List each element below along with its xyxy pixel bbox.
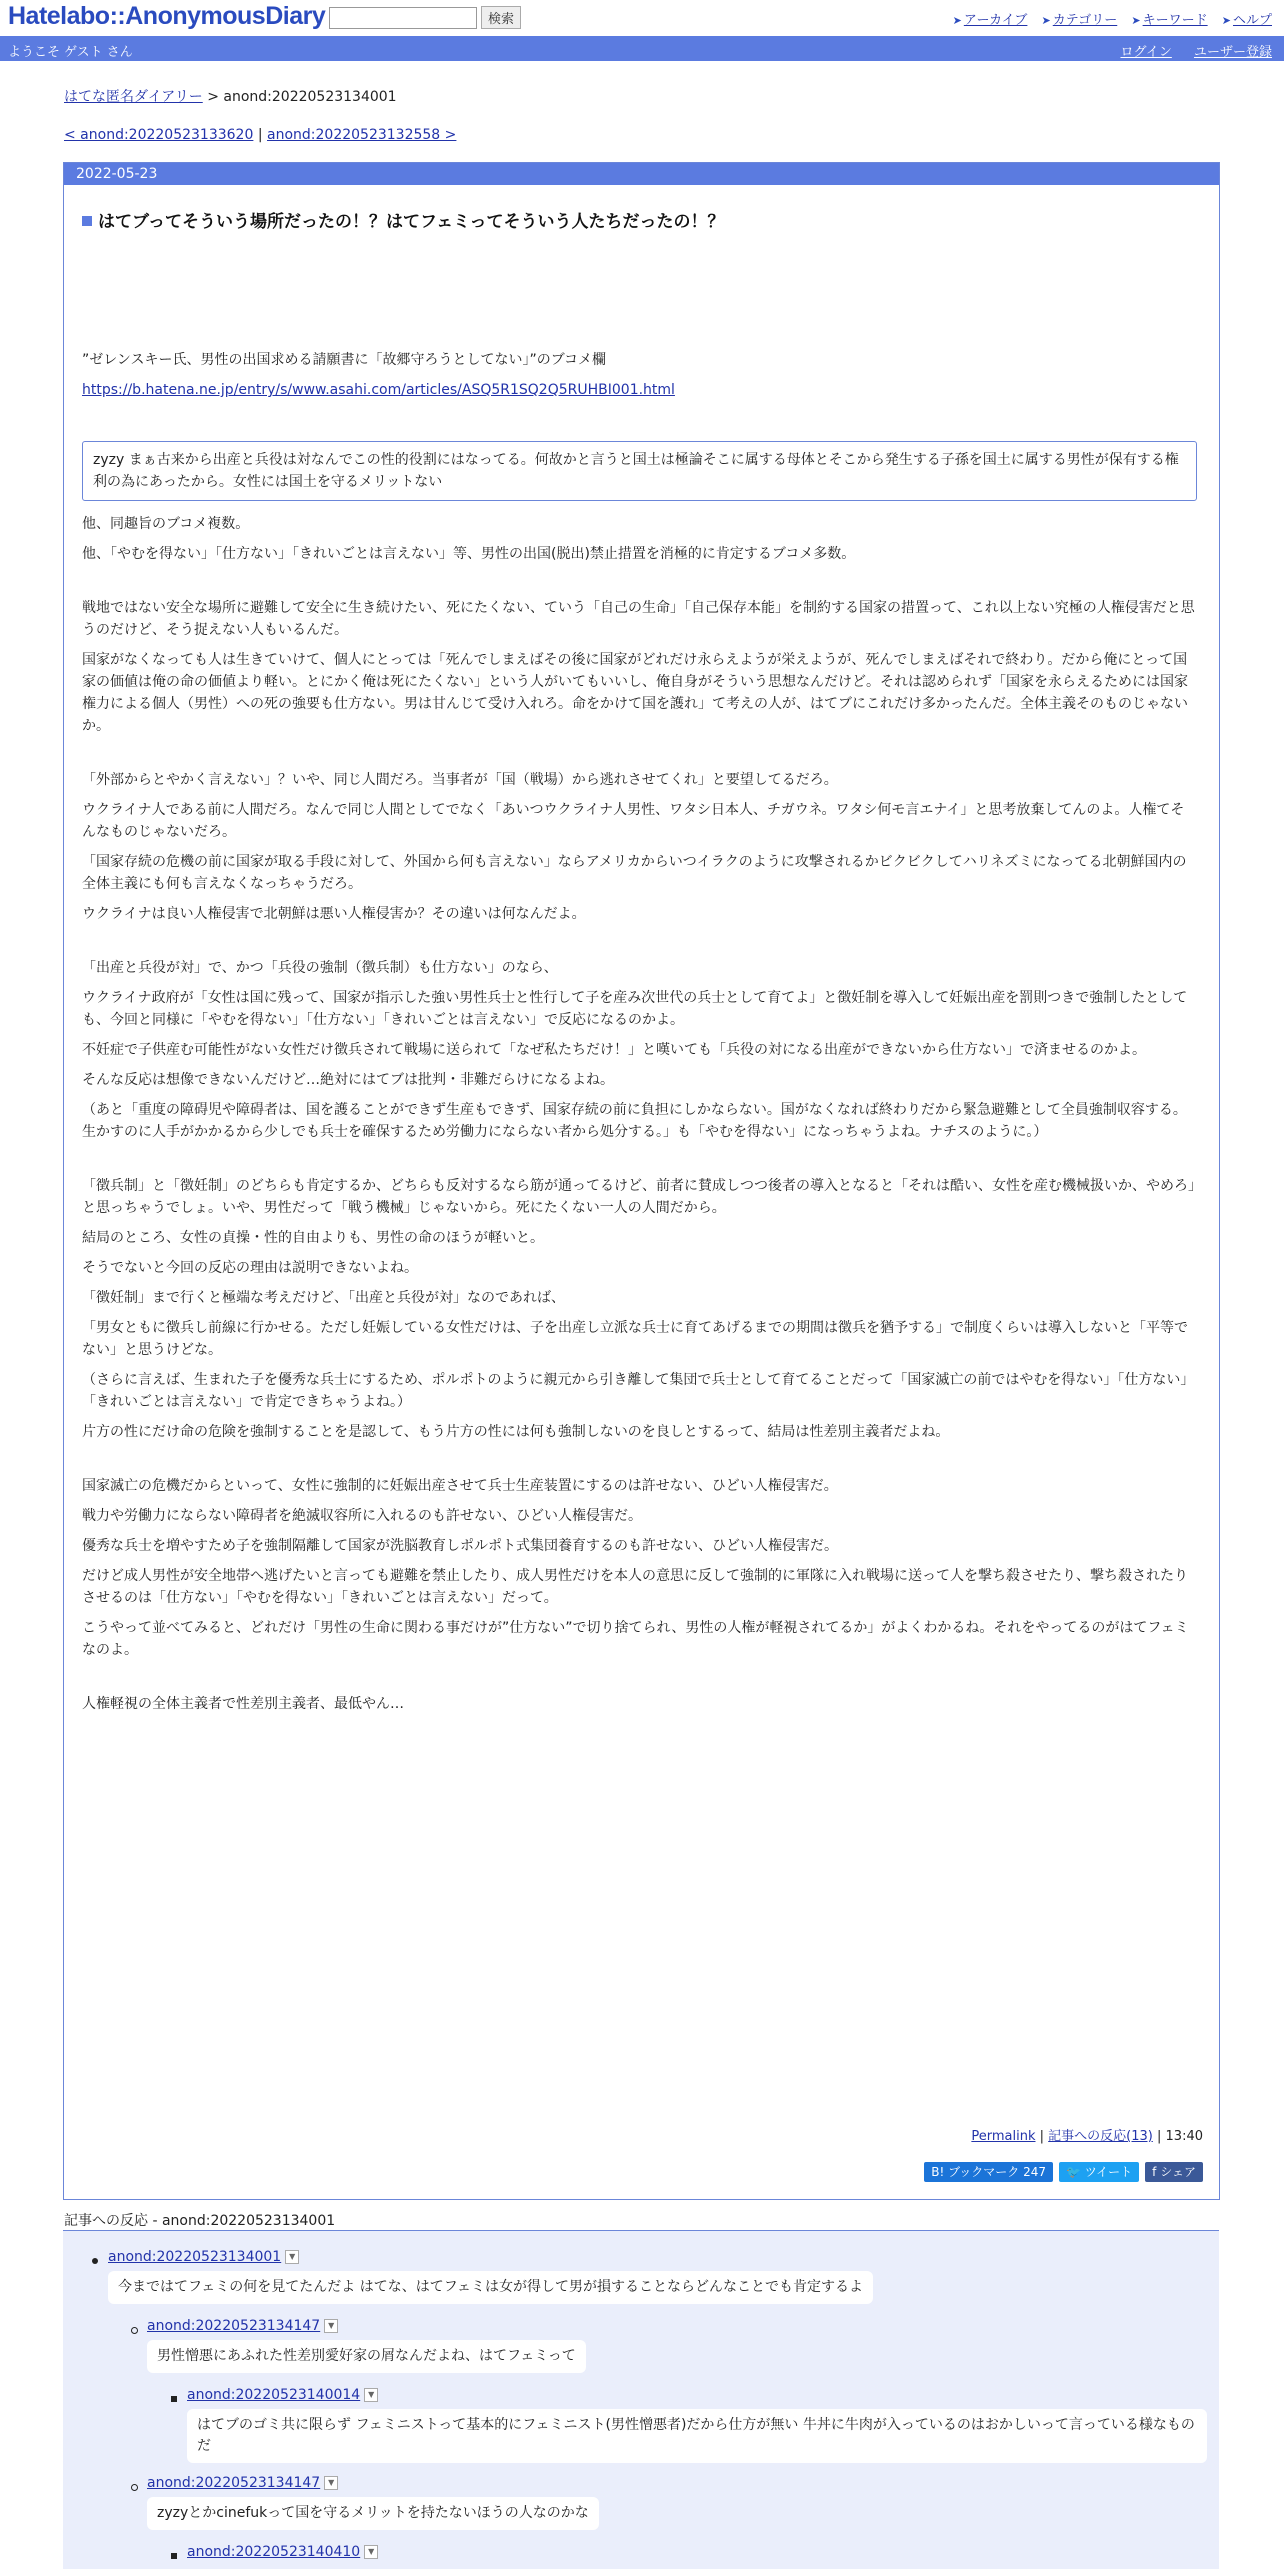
entry-source-link[interactable]: https://b.hatena.ne.jp/entry/s/www.asahi.com/articles/ASQ5R1SQ2Q5RUHBI001.html bbox=[82, 382, 675, 398]
reaction-node bbox=[187, 2387, 378, 2403]
reaction-node bbox=[147, 2475, 338, 2491]
chevron-down-icon[interactable]: ▼ bbox=[364, 2545, 378, 2559]
paragraph: 「徴兵制」と「徴妊制」のどちらも肯定するか、どちらも反対するなら筋が通ってるけど、前者に賛成しつつ後者の導入となると「それは酷い、女性を産む機械扱いか、やめろ」と思っちゃうでしょ。いや、男性だって「戦う機械」じゃないから。死にたくない一人の人間だから。 bbox=[82, 1178, 1195, 1216]
arrow-icon: ➤ bbox=[1221, 14, 1231, 27]
pager-sep: | bbox=[257, 127, 263, 143]
entry-title bbox=[82, 207, 724, 232]
permalink[interactable]: Permalink bbox=[971, 2129, 1036, 2144]
reaction-excerpt: はてブのゴミ共に限らず フェミニストって基本的にフェミニスト(男性憎悪者)だから仕方が無い 牛丼に牛肉が入っているのはおかしいって言っている様なものだ bbox=[187, 2409, 1207, 2463]
hatena-bookmark-button[interactable] bbox=[924, 2162, 1053, 2182]
paragraph: 結局のところ、女性の貞操・性的自由よりも、男性の命のほうが軽いと。 bbox=[82, 1230, 544, 1246]
entry-section bbox=[63, 162, 1220, 2200]
paragraph: 他、「やむを得ない」「仕方ない」「きれいごとは言えない」等、男性の出国(脱出)禁止措置を消極的に肯定するブコメ多数。 bbox=[82, 546, 856, 562]
reaction-link[interactable]: anond:20220523140014 bbox=[187, 2387, 361, 2403]
paragraph: ウクライナ政府が「女性は国に残って、国家が指示した強い男性兵士と性行して子を産み次世代の兵士として育てよ」と徴妊制を導入して妊娠出産を罰則つきで強制したとしても、今回と同様に「やむを得ない」「仕方ない」「きれいごとは言えない」で反応になるのかよ。 bbox=[82, 990, 1188, 1028]
entry-title-text: はてブってそういう場所だったの！？はてフェミってそういう人たちだったの！？ bbox=[98, 212, 725, 232]
chevron-down-icon[interactable]: ▼ bbox=[285, 2250, 299, 2264]
keyword-link[interactable]: キーワード bbox=[1142, 13, 1208, 28]
logo-prefix: Hatelabo bbox=[8, 2, 110, 30]
paragraph: 「男女ともに徴兵し前線に行かせる。ただし妊娠している女性だけは、子を出産し立派な兵士に育てあげるまでの期間は徴兵を猶予する」で制度くらいは導入しないと「平等でない」と思うけどな。 bbox=[82, 1320, 1188, 1358]
entry-pager bbox=[64, 127, 456, 143]
paragraph: （あと「重度の障碍児や障碍者は、国を護ることができず生産もできず、国家存続の前に負担にしかならない。国がなくなれば終わりだから緊急避難として全員強制収容する。生かすのに人手がかかるから少しでも兵士を確保するため労働力にならない者から処分する。」も「やむを得ない」になっちゃうよね。ナチスのように。） bbox=[82, 1102, 1187, 1140]
paragraph: こうやって並べてみると、どれだけ「男性の生命に関わる事だけが”仕方ない”で切り捨てられ、男性の人権が軽視されてるか」がよくわかるね。それをやってるのがはてフェミなのよ。 bbox=[82, 1620, 1189, 1658]
chevron-down-icon[interactable]: ▼ bbox=[324, 2319, 338, 2333]
reaction-link[interactable]: anond:20220523134147 bbox=[147, 2475, 321, 2491]
breadcrumb bbox=[64, 86, 397, 106]
paragraph: 「外部からとやかく言えない」？いや、同じ人間だろ。当事者が「国（戦場）から逃れさせてくれ」と要望してるだろ。 bbox=[82, 772, 838, 788]
logo-suffix: AnonymousDiary bbox=[125, 2, 326, 30]
reactions-link[interactable]: 記事への反応(13) bbox=[1048, 2129, 1153, 2144]
paragraph: 戦力や労働力にならない障碍者を絶滅収容所に入れるのも許せない、ひどい人権侵害だ。 bbox=[82, 1508, 642, 1524]
paragraph: だけど成人男性が安全地帯へ逃げたいと言っても避難を禁止したり、成人男性だけを本人の意思に反して強制的に軍隊に入れ戦場に送って人を撃ち殺させたり、撃ち殺されたりさせるのは「仕方ない」「やむを得ない」「きれいごとは言えない」だって。 bbox=[82, 1568, 1188, 1606]
paragraph: （さらに言えば、生まれた子を優秀な兵士にするため、ポルポトのように親元から引き離して集団で兵士として育てることだって「国家滅亡の前ではやむを得ない」「仕方ない」「きれいごとは言えない」で肯定できちゃうよね。） bbox=[82, 1372, 1195, 1410]
site-logo[interactable] bbox=[8, 2, 325, 31]
help-link[interactable]: ヘルプ bbox=[1232, 13, 1272, 28]
arrow-icon: ➤ bbox=[1131, 14, 1141, 27]
arrow-icon: ➤ bbox=[952, 14, 962, 27]
breadcrumb-sep: > bbox=[207, 89, 219, 105]
reactions-tree bbox=[63, 2230, 1219, 2569]
paragraph: 「徴妊制」まで行くと極端な考えだけど、「出産と兵役が対」なのであれば、 bbox=[82, 1290, 565, 1306]
paragraph: そうでないと今回の反応の理由は説明できないよね。 bbox=[82, 1260, 418, 1276]
breadcrumb-home[interactable]: はてな匿名ダイアリー bbox=[64, 89, 203, 105]
facebook-icon: f bbox=[1152, 2165, 1157, 2179]
arrow-icon: ➤ bbox=[1041, 14, 1051, 27]
entry-title-square-icon[interactable] bbox=[82, 216, 92, 226]
paragraph: 「出産と兵役が対」で、かつ「兵役の強制（徴兵制）も仕方ない」のなら、 bbox=[82, 960, 558, 976]
tweet-button[interactable] bbox=[1059, 2162, 1139, 2182]
welcome-greeting: ようこそ ゲスト さん bbox=[8, 45, 133, 60]
reaction-excerpt: 男性憎悪にあふれた性差別愛好家の屑なんだよね、はてフェミって bbox=[147, 2340, 586, 2373]
tree-bullet bbox=[92, 2258, 98, 2264]
welcome-bar bbox=[0, 36, 1284, 61]
bookmark-count: 247 bbox=[1023, 2165, 1046, 2179]
entry-time: 13:40 bbox=[1165, 2129, 1203, 2144]
paragraph: 国家滅亡の危機だからといって、女性に強制的に妊娠出産させて兵士生産装置にするのは許せない、ひどい人権侵害だ。 bbox=[82, 1478, 838, 1494]
search-button[interactable]: 検索 bbox=[481, 6, 521, 29]
share-buttons bbox=[918, 2162, 1203, 2182]
search-input[interactable] bbox=[329, 7, 477, 29]
reaction-node bbox=[147, 2318, 338, 2334]
paragraph: 国家がなくなっても人は生きていけて、個人にとっては「死んでしまえばその後に国家がどれだけ永らえようが栄えようが、死んでしまえばそれで終わり。だから俺にとって国家の価値は俺の命の価値より軽い。とにかく俺は死にたくない」という人がいてもいいし、俺自身がそういう思想なんだけど。それは認められず「国家を永らえるためには国家権力による個人（男性）への死の強要も仕方ない。男は甘んじて受け入れろ。命をかけて国を護れ」て考えの人が、はてブにこれだけ多かったんだ。全体主義そのものじゃないか。 bbox=[82, 652, 1188, 734]
paragraph: 他、同趣旨のブコメ複数。 bbox=[82, 516, 250, 532]
paragraph: ウクライナ人である前に人間だろ。なんで同じ人間としてでなく「あいつウクライナ人男性、ワタシ日本人、チガウネ。ワタシ何モ言エナイ」と思考放棄してんのよ。人権てそんなものじゃないだろ。 bbox=[82, 802, 1185, 840]
reaction-link[interactable]: anond:20220523134001 bbox=[108, 2249, 282, 2265]
prev-entry-link[interactable]: < anond:20220523133620 bbox=[64, 127, 254, 143]
login-link[interactable]: ログイン bbox=[1120, 45, 1172, 60]
paragraph: そんな反応は想像できないんだけど…絶対にはてブは批判・非難だらけになるよね。 bbox=[82, 1072, 614, 1088]
paragraph: ウクライナは良い人権侵害で北朝鮮は悪い人権侵害か？その違いは何なんだよ。 bbox=[82, 906, 586, 922]
category-link[interactable]: カテゴリー bbox=[1052, 13, 1118, 28]
tree-bullet bbox=[131, 2327, 138, 2334]
bookmark-label: B! ブックマーク bbox=[931, 2165, 1020, 2179]
logo-sep: :: bbox=[109, 2, 126, 30]
top-bar bbox=[0, 0, 1284, 36]
facebook-share-button[interactable] bbox=[1145, 2162, 1203, 2182]
register-link[interactable]: ユーザー登録 bbox=[1193, 45, 1272, 60]
chevron-down-icon[interactable]: ▼ bbox=[324, 2476, 338, 2490]
entry-intro: ”ゼレンスキー氏、男性の出国求める請願書に「故郷守ろうとしてない」”のブコメ欄 bbox=[82, 352, 607, 368]
tree-bullet bbox=[171, 2553, 177, 2559]
next-entry-link[interactable]: anond:20220523132558 > bbox=[267, 127, 457, 143]
reaction-excerpt: 今まではてフェミの何を見てたんだよ はてな、はてフェミは女が得して男が損することならどんなことでも肯定するよ bbox=[108, 2271, 873, 2304]
paragraph: 「国家存続の危機の前に国家が取る手段に対して、外国から何も言えない」ならアメリカからいつイラクのように攻撃されるかビクビクしてハリネズミになってる北朝鮮国内の全体主義にも何も言えなくなっちゃうだろ。 bbox=[82, 854, 1187, 892]
tree-bullet bbox=[171, 2396, 177, 2402]
twitter-bird-icon: 🐦 bbox=[1065, 2165, 1081, 2179]
entry-body bbox=[82, 349, 1197, 1723]
archive-link[interactable]: アーカイブ bbox=[963, 13, 1028, 28]
paragraph: 不妊症で子供産む可能性がない女性だけ徴兵されて戦場に送られて「なぜ私たちだけ！」と嘆いても「兵役の対になる出産ができないから仕方ない」で済ませるのかよ。 bbox=[82, 1042, 1146, 1058]
reaction-link[interactable]: anond:20220523140410 bbox=[187, 2544, 361, 2560]
tree-bullet bbox=[131, 2484, 138, 2491]
footer-sep: | bbox=[1039, 2129, 1045, 2144]
reaction-excerpt: zyzyとかcinefukって国を守るメリットを持たないほうの人なのかな bbox=[147, 2497, 599, 2530]
chevron-down-icon[interactable]: ▼ bbox=[364, 2388, 378, 2402]
footer-sep: | bbox=[1157, 2129, 1162, 2144]
reactions-heading: 記事への反応 - anond:20220523134001 bbox=[64, 2213, 336, 2229]
top-links bbox=[943, 9, 1272, 28]
reaction-node bbox=[108, 2249, 299, 2265]
entry-date: 2022-05-23 bbox=[64, 163, 1219, 185]
share-label: シェア bbox=[1160, 2165, 1196, 2179]
blockquote: zyzy まぁ古来から出産と兵役は対なんでこの性的役割にはなってる。何故かと言うと国土は極論そこに属する母体とそこから発生する子孫を国土に属する男性が保有する権利の為にあったから。女性には国土を守るメリットない bbox=[82, 441, 1197, 501]
paragraph: 戦地ではない安全な場所に避難して安全に生き続けたい、死にたくない、ていう「自己の生命」「自己保存本能」を制約する国家の措置って、これ以上ない究極の人権侵害だと思うのだけど、そう捉えない人もいるんだ。 bbox=[82, 600, 1195, 638]
paragraph: 人権軽視の全体主義者で性差別主義者、最低やん… bbox=[82, 1696, 404, 1712]
breadcrumb-current: anond:20220523134001 bbox=[223, 89, 397, 105]
paragraph: 片方の性にだけ命の危険を強制することを是認して、もう片方の性には何も強制しないのを良しとするって、結局は性差別主義者だよね。 bbox=[82, 1424, 950, 1440]
tweet-label: ツイート bbox=[1084, 2165, 1133, 2179]
reaction-node bbox=[187, 2544, 378, 2560]
paragraph: 優秀な兵士を増やすため子を強制隔離して国家が洗脳教育しポルポト式集団養育するのも許せない、ひどい人権侵害だ。 bbox=[82, 1538, 838, 1554]
entry-footer bbox=[971, 2125, 1203, 2144]
reaction-link[interactable]: anond:20220523134147 bbox=[147, 2318, 321, 2334]
